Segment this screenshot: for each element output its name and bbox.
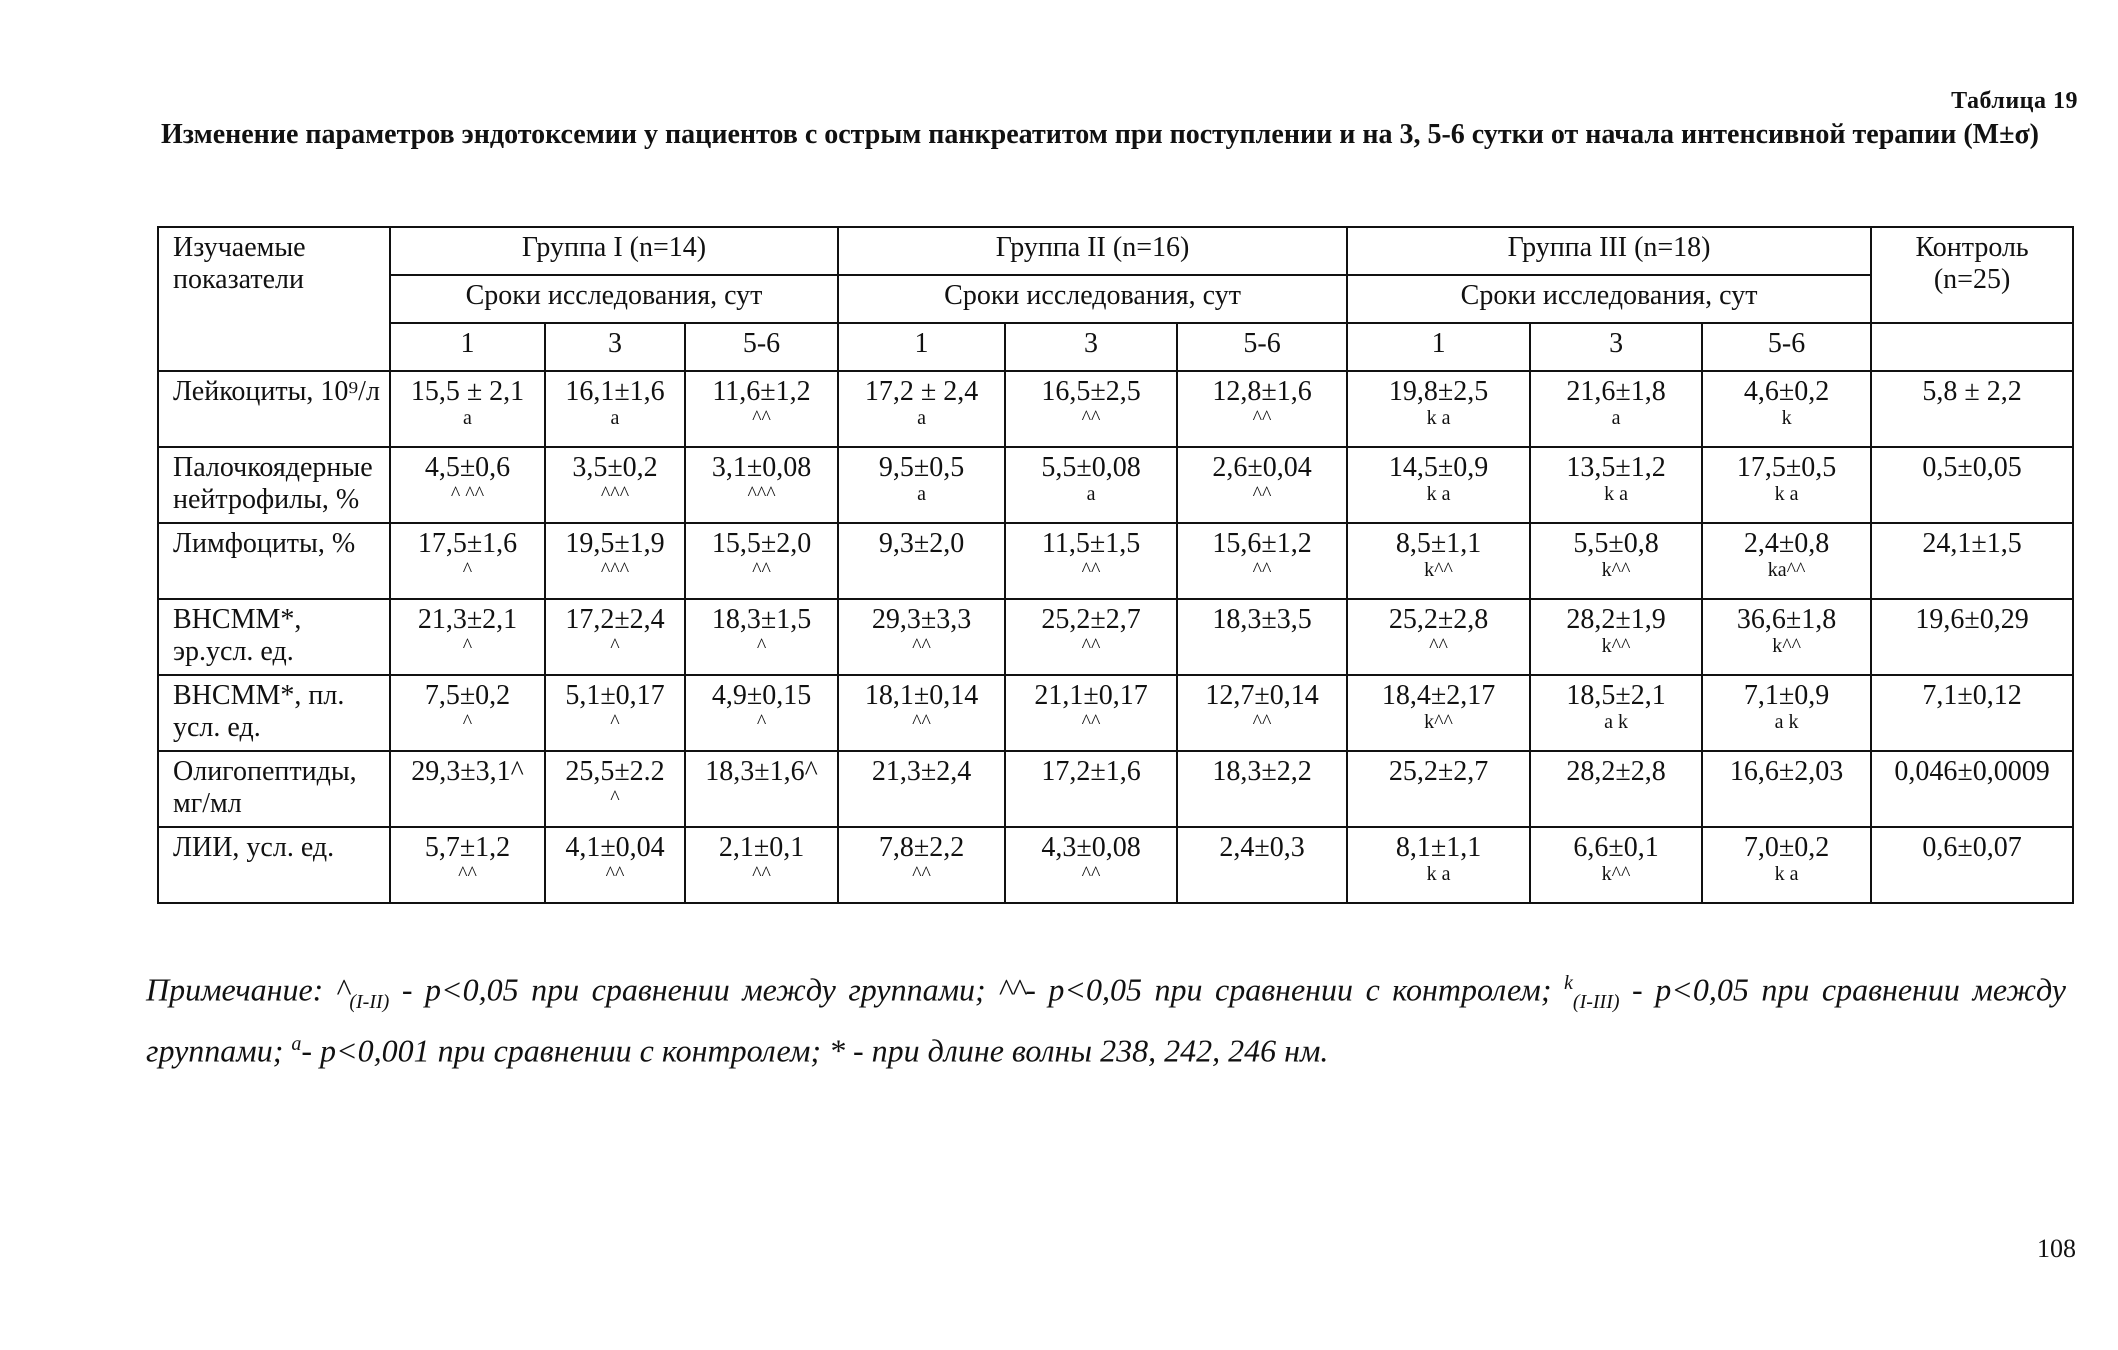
cell-value: 11,5±1,5: [1041, 528, 1141, 559]
table-cell: [1530, 447, 1702, 523]
cell-value: 19,6±0,29: [1915, 604, 2029, 635]
header-param: Изучаемые показатели: [158, 227, 390, 371]
table-cell: [1871, 827, 2073, 903]
cell-marker: a k: [1774, 711, 1799, 733]
header-day: 3: [545, 323, 685, 371]
cell-value: 28,2±2,8: [1566, 756, 1666, 787]
cell-value: 18,3±1,6^: [705, 756, 818, 787]
table-cell: [1347, 371, 1530, 447]
cell-marker: ^^^: [747, 483, 776, 505]
cell-marker: ^^^: [600, 559, 630, 581]
header-day: 1: [390, 323, 545, 371]
cell-marker: ^^: [1252, 483, 1272, 505]
cell-marker: a: [1611, 407, 1621, 429]
table-cell: [1871, 675, 2073, 751]
table-cell: [545, 599, 685, 675]
cell-marker: a k: [1604, 711, 1628, 733]
header-day: 1: [838, 323, 1005, 371]
cell-value: 13,5±1,2: [1566, 452, 1666, 483]
table-cell: [545, 751, 685, 827]
header-day: 3: [1005, 323, 1177, 371]
table-cell: [838, 447, 1005, 523]
cell-marker: [1184, 788, 1340, 808]
header-day: 1: [1347, 323, 1530, 371]
cell-marker: ^^: [1081, 635, 1101, 657]
table-cell: [838, 675, 1005, 751]
table-cell: [390, 599, 545, 675]
table-cell: [390, 827, 545, 903]
table-cell: [1177, 827, 1347, 903]
table-row: [158, 675, 2073, 751]
cell-value: 29,3±3,1^: [411, 756, 524, 787]
cell-value: 11,6±1,2: [712, 376, 811, 407]
cell-value: 0,6±0,07: [1922, 832, 2022, 863]
cell-marker: ^^: [1429, 635, 1448, 657]
header-control: Контроль (n=25): [1871, 227, 2073, 323]
row-label: Олигопептиды, мг/мл: [158, 751, 390, 827]
table-row: [158, 523, 2073, 599]
cell-marker: [1184, 864, 1340, 884]
cell-marker: k^^: [1424, 559, 1453, 581]
cell-marker: [1878, 864, 2066, 884]
table-cell: [1177, 447, 1347, 523]
table-cell: [685, 827, 838, 903]
cell-marker: ^^: [1081, 559, 1101, 581]
table-cell: [685, 371, 838, 447]
cell-value: 4,6±0,2: [1743, 376, 1830, 407]
cell-marker: a: [917, 407, 926, 429]
cell-marker: ^: [610, 711, 620, 733]
cell-marker: k a: [1426, 863, 1451, 885]
table-cell: [1005, 523, 1177, 599]
cell-value: 5,8 ± 2,2: [1922, 376, 2022, 407]
header-day: 5-6: [1702, 323, 1871, 371]
note-sup: a: [291, 1033, 302, 1056]
table-cell: [390, 751, 545, 827]
cell-value: 7,0±0,2: [1743, 832, 1830, 863]
cell-marker: ^^: [1081, 407, 1101, 429]
table-cell: [838, 827, 1005, 903]
table-cell: [1347, 523, 1530, 599]
cell-marker: k a: [1604, 483, 1628, 505]
row-label: ВНСММ*, эр.усл. ед.: [158, 599, 390, 675]
table-cell: [838, 371, 1005, 447]
table-cell: [1702, 371, 1871, 447]
cell-value: 0,046±0,0009: [1894, 756, 2050, 787]
cell-marker: ^ ^^: [450, 483, 485, 505]
table-cell: [1177, 675, 1347, 751]
header-period: Сроки исследования, сут: [1347, 275, 1871, 323]
cell-marker: k^^: [1601, 635, 1631, 657]
cell-value: 16,5±2,5: [1041, 376, 1141, 407]
cell-marker: [692, 788, 831, 808]
cell-value: 3,5±0,2: [572, 452, 658, 483]
cell-value: 21,3±2,1: [417, 604, 518, 635]
table-cell: [1177, 599, 1347, 675]
cell-marker: [397, 788, 538, 808]
table-cell: [1530, 523, 1702, 599]
note-text: - р<0,05 при сравнении между группами;: [146, 971, 2067, 1069]
cell-marker: ka^^: [1767, 559, 1806, 581]
table-cell: [1530, 599, 1702, 675]
cell-marker: [845, 788, 998, 808]
cell-value: 18,3±2,2: [1212, 756, 1312, 787]
table-cell: [1871, 523, 2073, 599]
table-row: [158, 827, 2073, 903]
cell-value: 6,6±0,1: [1573, 832, 1659, 863]
table-cell: [1005, 371, 1177, 447]
cell-marker: [1878, 788, 2066, 808]
table-label: Таблица 19: [1951, 88, 2078, 114]
note-text: - р<0,05 при сравнении между группами; ^^- р<0,05 при сравнении с контролем;: [389, 971, 1565, 1008]
note-text: Примечание: ^: [146, 971, 350, 1008]
cell-marker: a: [463, 407, 472, 429]
row-label: Лимфоциты, %: [158, 523, 390, 599]
cell-value: 21,3±2,4: [871, 756, 972, 787]
table-cell: [1871, 751, 2073, 827]
cell-marker: ^: [462, 711, 473, 733]
cell-marker: ^^: [752, 559, 771, 581]
cell-value: 29,3±3,3: [871, 604, 972, 635]
table-cell: [1347, 675, 1530, 751]
cell-value: 2,4±0,3: [1219, 832, 1305, 863]
header-period: Сроки исследования, сут: [390, 275, 838, 323]
table-cell: [545, 523, 685, 599]
cell-marker: a: [610, 407, 620, 429]
cell-value: 8,5±1,1: [1395, 528, 1482, 559]
cell-marker: k^^: [1424, 711, 1453, 733]
cell-marker: ^^: [1252, 711, 1272, 733]
cell-value: 7,1±0,9: [1743, 680, 1830, 711]
cell-value: 4,1±0,04: [565, 832, 665, 863]
header-group-2: Группа II (n=16): [838, 227, 1347, 275]
cell-value: 7,8±2,2: [878, 832, 965, 863]
cell-marker: k^^: [1772, 635, 1801, 657]
cell-value: 9,5±0,5: [878, 452, 965, 483]
table-cell: [1871, 447, 2073, 523]
cell-marker: [1012, 788, 1170, 808]
cell-marker: ^: [756, 635, 767, 657]
cell-marker: ^: [610, 787, 620, 809]
table-cell: [685, 599, 838, 675]
header-day: 5-6: [1177, 323, 1347, 371]
cell-value: 4,9±0,15: [711, 680, 812, 711]
table-cell: [1702, 599, 1871, 675]
table-cell: [545, 675, 685, 751]
cell-marker: k^^: [1601, 559, 1631, 581]
table-row: [158, 599, 2073, 675]
cell-marker: ^^: [605, 863, 625, 885]
table-cell: [1005, 827, 1177, 903]
cell-value: 19,8±2,5: [1388, 376, 1489, 407]
cell-marker: ^^: [752, 863, 771, 885]
cell-marker: [1354, 788, 1523, 808]
table-cell: [545, 827, 685, 903]
cell-value: 15,5±2,0: [711, 528, 812, 559]
table-cell: [685, 675, 838, 751]
table-cell: [390, 675, 545, 751]
cell-value: 25,2±2,7: [1388, 756, 1489, 787]
cell-value: 25,5±2.2: [565, 756, 665, 787]
cell-value: 2,6±0,04: [1212, 452, 1312, 483]
cell-marker: [1184, 636, 1340, 656]
note-sup: k: [1564, 972, 1573, 994]
note-sub: (I-II): [349, 991, 390, 1014]
table-cell: [1871, 599, 2073, 675]
note-text: - р<0,001 при сравнении с контролем; * - при длине волны 238, 242, 246 нм.: [301, 1032, 1329, 1069]
table-cell: [1177, 523, 1347, 599]
cell-value: 18,3±1,5: [711, 604, 812, 635]
cell-value: 21,6±1,8: [1566, 376, 1666, 407]
table-cell: [1702, 827, 1871, 903]
cell-value: 12,7±0,14: [1205, 680, 1319, 711]
table-cell: [1347, 447, 1530, 523]
cell-value: 25,2±2,8: [1388, 604, 1489, 635]
cell-marker: ^: [462, 635, 473, 657]
cell-value: 36,6±1,8: [1736, 604, 1837, 635]
table-cell: [1005, 675, 1177, 751]
cell-marker: a: [1086, 483, 1096, 505]
cell-value: 16,6±2,03: [1729, 756, 1844, 787]
data-table: [157, 226, 2074, 904]
row-label: Палочкоядерные нейтрофилы, %: [158, 447, 390, 523]
table-cell: [1702, 523, 1871, 599]
cell-marker: ^^: [912, 711, 931, 733]
cell-value: 12,8±1,6: [1212, 376, 1312, 407]
table-cell: [1530, 827, 1702, 903]
table-cell: [1347, 751, 1530, 827]
table-cell: [838, 751, 1005, 827]
cell-marker: ^^: [912, 635, 931, 657]
cell-marker: ^^: [752, 407, 771, 429]
table-cell: [838, 523, 1005, 599]
cell-value: 7,5±0,2: [424, 680, 511, 711]
cell-value: 7,1±0,12: [1922, 680, 2022, 711]
table-cell: [545, 371, 685, 447]
cell-value: 24,1±1,5: [1922, 528, 2022, 559]
cell-value: 19,5±1,9: [565, 528, 665, 559]
cell-value: 17,2 ± 2,4: [864, 376, 979, 407]
cell-marker: ^: [462, 559, 473, 581]
cell-marker: [1537, 788, 1695, 808]
cell-marker: ^^: [1252, 407, 1272, 429]
row-label: ЛИИ, усл. ед.: [158, 827, 390, 903]
table-cell: [390, 523, 545, 599]
cell-value: 2,1±0,1: [718, 832, 805, 863]
cell-marker: ^^: [912, 863, 931, 885]
table-row: [158, 751, 2073, 827]
header-control-empty: [1871, 323, 2073, 371]
row-label: ВНСММ*, пл. усл. ед.: [158, 675, 390, 751]
header-day: 5-6: [685, 323, 838, 371]
cell-value: 25,2±2,7: [1041, 604, 1141, 635]
cell-marker: k a: [1426, 483, 1451, 505]
table-cell: [545, 447, 685, 523]
cell-value: 0,5±0,05: [1922, 452, 2022, 483]
cell-value: 5,5±0,8: [1573, 528, 1659, 559]
header-group-1: Группа I (n=14): [390, 227, 838, 275]
cell-marker: ^^: [1081, 711, 1101, 733]
header-period: Сроки исследования, сут: [838, 275, 1347, 323]
cell-value: 8,1±1,1: [1395, 832, 1482, 863]
table-cell: [1005, 447, 1177, 523]
header-group-3: Группа III (n=18): [1347, 227, 1871, 275]
table-cell: [1871, 371, 2073, 447]
cell-value: 17,2±2,4: [565, 604, 665, 635]
table-row: [158, 371, 2073, 447]
table-cell: [1005, 599, 1177, 675]
footnote: [146, 962, 2066, 1072]
table-cell: [1530, 751, 1702, 827]
cell-marker: [1878, 636, 2066, 656]
cell-marker: [1878, 484, 2066, 504]
cell-value: 9,3±2,0: [878, 528, 965, 559]
cell-value: 16,1±1,6: [565, 376, 665, 407]
table-cell: [838, 599, 1005, 675]
table-cell: [685, 447, 838, 523]
cell-marker: k a: [1774, 483, 1799, 505]
table-cell: [390, 447, 545, 523]
table-cell: [1702, 675, 1871, 751]
cell-value: 17,2±1,6: [1041, 756, 1141, 787]
cell-marker: ^^: [458, 863, 477, 885]
row-label: Лейкоциты, 10⁹/л: [158, 371, 390, 447]
table-cell: [1530, 675, 1702, 751]
cell-marker: a: [917, 483, 926, 505]
cell-value: 4,5±0,6: [424, 452, 511, 483]
table-cell: [1177, 751, 1347, 827]
cell-value: 17,5±1,6: [417, 528, 518, 559]
table-row: [158, 447, 2073, 523]
cell-marker: [1709, 788, 1864, 808]
page-number: 108: [2037, 1234, 2076, 1263]
table-cell: [1177, 371, 1347, 447]
cell-value: 18,5±2,1: [1566, 680, 1666, 711]
cell-marker: k^^: [1601, 863, 1631, 885]
cell-marker: ^^^: [600, 483, 630, 505]
cell-marker: ^^: [1252, 559, 1272, 581]
cell-value: 5,1±0,17: [565, 680, 665, 711]
table-cell: [1347, 599, 1530, 675]
cell-marker: ^: [610, 635, 620, 657]
table-cell: [1530, 371, 1702, 447]
table-cell: [685, 751, 838, 827]
cell-value: 2,4±0,8: [1743, 528, 1830, 559]
cell-value: 17,5±0,5: [1736, 452, 1837, 483]
table-cell: [390, 371, 545, 447]
cell-value: 3,1±0,08: [711, 452, 812, 483]
cell-marker: k: [1781, 407, 1792, 429]
cell-value: 5,5±0,08: [1041, 452, 1141, 483]
cell-value: 5,7±1,2: [424, 832, 511, 863]
table-cell: [1702, 751, 1871, 827]
cell-marker: [1878, 712, 2066, 732]
header-day: 3: [1530, 323, 1702, 371]
note-sub: (I-III): [1572, 991, 1620, 1014]
table-cell: [685, 523, 838, 599]
cell-value: 18,3±3,5: [1212, 604, 1312, 635]
cell-value: 15,6±1,2: [1212, 528, 1312, 559]
cell-value: 28,2±1,9: [1566, 604, 1666, 635]
cell-value: 21,1±0,17: [1034, 680, 1148, 711]
cell-value: 18,4±2,17: [1381, 680, 1496, 711]
cell-value: 14,5±0,9: [1388, 452, 1489, 483]
cell-marker: [1878, 408, 2066, 428]
cell-marker: [845, 560, 998, 580]
cell-value: 15,5 ± 2,1: [410, 376, 525, 407]
table-cell: [1347, 827, 1530, 903]
cell-marker: [1878, 560, 2066, 580]
cell-value: 4,3±0,08: [1041, 832, 1141, 863]
table-title: Изменение параметров эндотоксемии у пациентов с острым панкреатитом при поступлении и на 3, 5-6 сутки от начала интенсивной терапии (М±σ): [160, 119, 2040, 150]
table-cell: [1702, 447, 1871, 523]
cell-value: 18,1±0,14: [864, 680, 979, 711]
table-cell: [1005, 751, 1177, 827]
cell-marker: ^^: [1081, 863, 1101, 885]
cell-marker: k a: [1426, 407, 1451, 429]
cell-marker: k a: [1774, 863, 1799, 885]
cell-marker: ^: [756, 711, 767, 733]
